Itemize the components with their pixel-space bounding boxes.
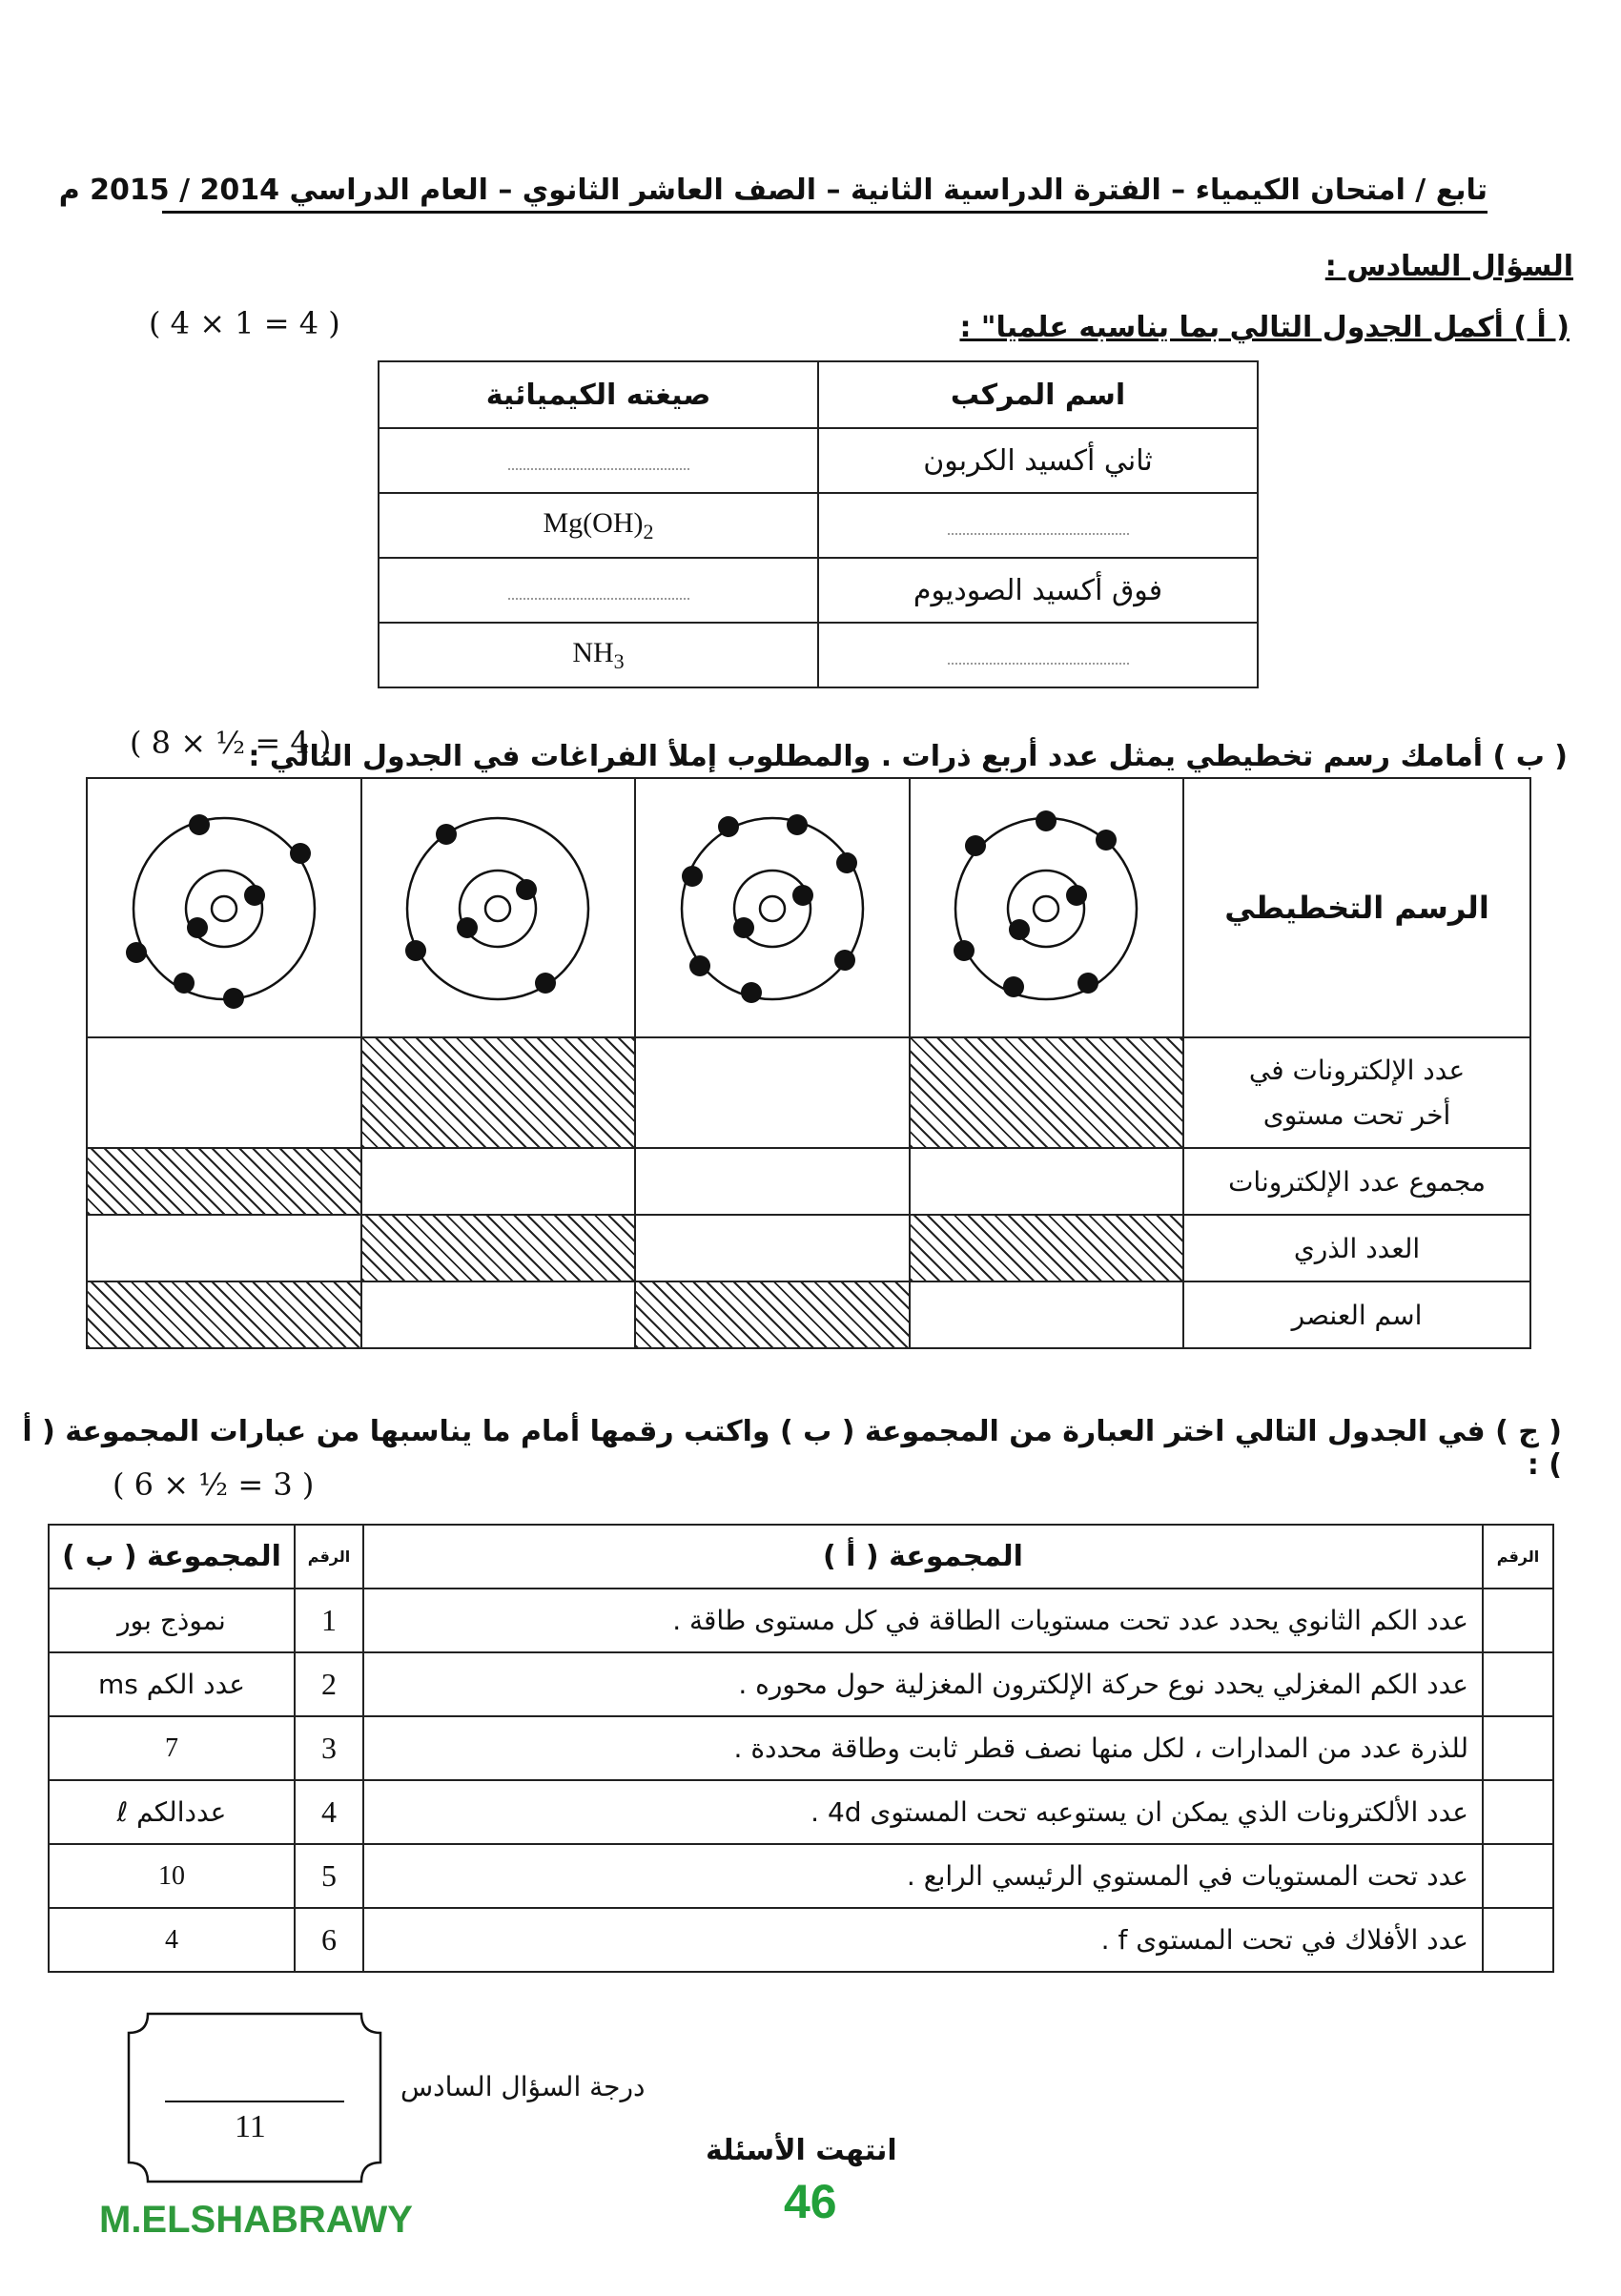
hatched-cell bbox=[910, 1037, 1184, 1148]
table-row bbox=[49, 1780, 1553, 1844]
table-row bbox=[379, 623, 1258, 687]
row-label-total-electrons: مجموع عدد الإلكترونات bbox=[1183, 1148, 1530, 1215]
matching-table bbox=[48, 1524, 1554, 1973]
answer-cell[interactable] bbox=[87, 1215, 361, 1281]
group-b-num: 6 bbox=[295, 1908, 363, 1972]
group-a-statement: عدد الكم المغزلي يحدد نوع حركة الإلكترون المغزلية حول محوره . bbox=[363, 1652, 1483, 1716]
hatched-cell bbox=[635, 1281, 910, 1348]
atom-1-icon bbox=[932, 796, 1160, 1015]
row-label-diagram: الرسم التخطيطي bbox=[1183, 778, 1530, 1037]
grade-frame bbox=[127, 2012, 382, 2183]
answer-num-cell[interactable] bbox=[1483, 1908, 1553, 1972]
col-header-formula: صيغته الكيميائية bbox=[379, 361, 818, 428]
answer-cell[interactable] bbox=[361, 1281, 636, 1348]
exam-header: تابع / امتحان الكيمياء – الفترة الدراسية الثانية – الصف العاشر الثانوي – العام الدراسي 2014 / 2015 م bbox=[162, 174, 1488, 214]
col-header-group-b: المجموعة ( ب ) bbox=[49, 1525, 295, 1589]
group-a-statement: عدد الأفلاك في تحت المستوى f . bbox=[363, 1908, 1483, 1972]
atom-diagram-1 bbox=[910, 778, 1184, 1037]
compound-formula-blank[interactable] bbox=[379, 428, 818, 493]
part-a-score: ( 4 × 1 = 4 ) bbox=[149, 305, 340, 341]
table-row bbox=[379, 558, 1258, 623]
part-c-score: ( 6 × ½ = 3 ) bbox=[113, 1466, 315, 1503]
group-a-statement: عدد الألكترونات الذي يمكن ان يستوعبه تحت المستوى 4d . bbox=[363, 1780, 1483, 1844]
answer-num-cell[interactable] bbox=[1483, 1716, 1553, 1780]
table-row bbox=[49, 1716, 1553, 1780]
row-label-last-sublevel bbox=[1183, 1037, 1530, 1148]
table-row bbox=[49, 1844, 1553, 1908]
atom-diagram-4 bbox=[87, 778, 361, 1037]
answer-cell[interactable] bbox=[635, 1148, 910, 1215]
group-b-item: 10 bbox=[49, 1844, 295, 1908]
col-header-name: اسم المركب bbox=[818, 361, 1258, 428]
page-number: 46 bbox=[784, 2175, 837, 2228]
atom-3-icon bbox=[383, 796, 612, 1015]
answer-cell[interactable] bbox=[87, 1037, 361, 1148]
compound-name: فوق أكسيد الصوديوم bbox=[818, 558, 1258, 623]
group-a-statement: عدد الكم الثانوي يحدد عدد تحت مستويات الطاقة في كل مستوى طاقة . bbox=[363, 1589, 1483, 1652]
group-b-num: 5 bbox=[295, 1844, 363, 1908]
col-header-num2: الرقم bbox=[295, 1525, 363, 1589]
compound-formula-blank[interactable] bbox=[379, 558, 818, 623]
answer-cell[interactable] bbox=[361, 1148, 636, 1215]
hatched-cell bbox=[87, 1148, 361, 1215]
hatched-cell bbox=[87, 1281, 361, 1348]
grade-total: 11 bbox=[235, 2109, 266, 2144]
question-title: السؤال السادس : bbox=[1324, 250, 1573, 283]
table-row bbox=[49, 1589, 1553, 1652]
compound-name: ثاني أكسيد الكربون bbox=[818, 428, 1258, 493]
group-b-num: 4 bbox=[295, 1780, 363, 1844]
answer-cell[interactable] bbox=[635, 1215, 910, 1281]
answer-num-cell[interactable] bbox=[1483, 1844, 1553, 1908]
answer-cell[interactable] bbox=[635, 1037, 910, 1148]
col-header-num: الرقم bbox=[1483, 1525, 1553, 1589]
row-label-line: عدد الإلكترونات في bbox=[1248, 1055, 1466, 1086]
answer-cell[interactable] bbox=[910, 1281, 1184, 1348]
row-label-element-name: اسم العنصر bbox=[1183, 1281, 1530, 1348]
group-b-item: 4 bbox=[49, 1908, 295, 1972]
part-c-title: ( ج ) في الجدول التالي اختر العبارة من المجموعة ( ب ) واكتب رقمها أمام ما يناسبها من عبارات المجموعة ( أ ) : bbox=[22, 1415, 1562, 1482]
table-row bbox=[49, 1908, 1553, 1972]
group-b-num: 1 bbox=[295, 1589, 363, 1652]
group-b-item: عدد الكم ms bbox=[49, 1652, 295, 1716]
part-b-title: ( ب ) أمامك رسم تخطيطي يمثل عدد أربع ذرات . والمطلوب إملأ الفراغات في الجدول التالي : bbox=[248, 740, 1568, 773]
answer-num-cell[interactable] bbox=[1483, 1652, 1553, 1716]
atoms-table bbox=[86, 777, 1531, 1349]
group-a-statement: للذرة عدد من المدارات ، لكل منها نصف قطر ثابت وطاقة محددة . bbox=[363, 1716, 1483, 1780]
end-of-questions: انتهت الأسئلة bbox=[706, 2134, 897, 2167]
part-a-title: ( أ ) أكمل الجدول التالي بما يناسبه علميا" : bbox=[959, 311, 1570, 344]
row-label-atomic-number: العدد الذري bbox=[1183, 1215, 1530, 1281]
table-row bbox=[379, 428, 1258, 493]
group-b-item: نموذج بور bbox=[49, 1589, 295, 1652]
atom-diagram-2 bbox=[635, 778, 910, 1037]
author-watermark: M.ELSHABRAWY bbox=[99, 2199, 413, 2241]
hatched-cell bbox=[910, 1215, 1184, 1281]
compound-formula: $NH_3$ bbox=[379, 623, 818, 687]
compound-name-blank[interactable] bbox=[818, 493, 1258, 558]
answer-num-cell[interactable] bbox=[1483, 1780, 1553, 1844]
atom-2-icon bbox=[658, 796, 887, 1015]
table-row bbox=[49, 1652, 1553, 1716]
group-b-item: عددالكم ℓ bbox=[49, 1780, 295, 1844]
atom-diagram-3 bbox=[361, 778, 636, 1037]
group-b-num: 2 bbox=[295, 1652, 363, 1716]
atom-4-icon bbox=[110, 796, 339, 1015]
row-label-line: أخر تحت مستوى bbox=[1262, 1099, 1451, 1131]
group-b-item: 7 bbox=[49, 1716, 295, 1780]
answer-cell[interactable] bbox=[910, 1148, 1184, 1215]
group-a-statement: عدد تحت المستويات في المستوي الرئيسي الرابع . bbox=[363, 1844, 1483, 1908]
group-b-num: 3 bbox=[295, 1716, 363, 1780]
grade-label: درجة السؤال السادس bbox=[400, 2071, 646, 2102]
hatched-cell bbox=[361, 1037, 636, 1148]
table-row bbox=[379, 493, 1258, 558]
hatched-cell bbox=[361, 1215, 636, 1281]
compound-name-blank[interactable] bbox=[818, 623, 1258, 687]
answer-num-cell[interactable] bbox=[1483, 1589, 1553, 1652]
part-b-score: ( 8 × ½ = 4 ) bbox=[130, 725, 332, 761]
col-header-group-a: المجموعة ( أ ) bbox=[363, 1525, 1483, 1589]
compound-formula: $Mg(OH)_2$ bbox=[379, 493, 818, 558]
compounds-table bbox=[378, 360, 1259, 688]
